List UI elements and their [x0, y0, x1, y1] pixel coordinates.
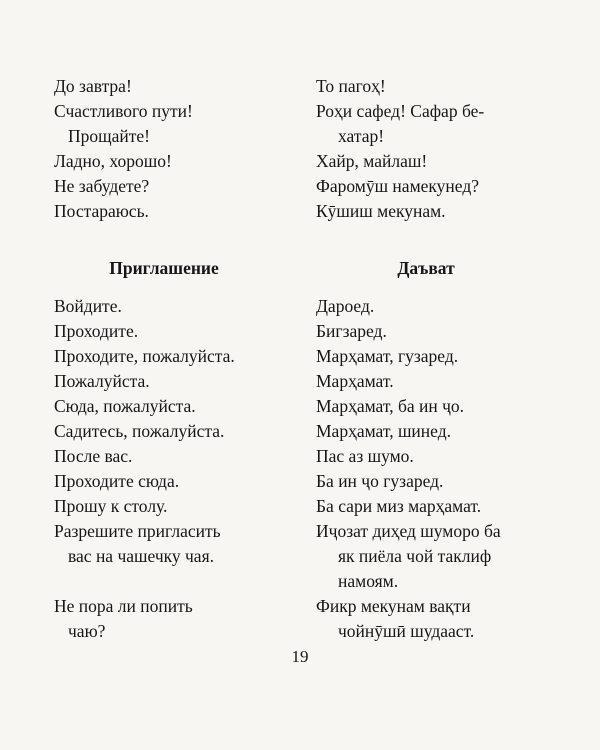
- ru-invitation-line: Разрешите пригласить: [54, 521, 221, 541]
- ru-invitation-line: Проходите, пожалуйста.: [54, 346, 235, 366]
- ru-farewell-line: Ладно, хорошо!: [54, 151, 172, 171]
- tj-invitation-line: Дароед.: [316, 296, 375, 316]
- tj-farewell-line: хатар!: [338, 126, 385, 146]
- tj-invitation-line: Иҷозат диҳед шуморо ба: [316, 521, 501, 541]
- tj-invitation-line: Фикр мекунам вақти: [316, 596, 471, 616]
- ru-invitation-line: Прошу к столу.: [54, 496, 168, 516]
- ru-invitation-line: Сюда, пожалуйста.: [54, 396, 196, 416]
- ru-invitation-line: Проходите.: [54, 321, 139, 341]
- tj-section-heading: Даъват: [397, 258, 455, 278]
- ru-farewell-line: До завтра!: [54, 76, 132, 96]
- ru-invitation-line: Не пора ли попить: [54, 596, 193, 616]
- tj-farewell-line: То пагоҳ!: [316, 76, 386, 96]
- ru-section-heading: Приглашение: [109, 258, 219, 278]
- tj-invitation-line: Марҳамат, ба ин ҷо.: [316, 396, 465, 416]
- tj-invitation-line: як пиёла чой таклиф: [338, 546, 492, 566]
- page-number: 19: [291, 647, 309, 666]
- ru-farewell-line: Не забудете?: [54, 176, 150, 196]
- ru-invitation-line: Войдите.: [54, 296, 122, 316]
- ru-invitation-line: Пожалуйста.: [54, 371, 150, 391]
- ru-farewell-line: Постараюсь.: [54, 201, 149, 221]
- tj-invitation-line: Марҳамат, гузаред.: [316, 346, 459, 366]
- tj-farewell-line: Роҳи сафед! Сафар бе-: [316, 101, 485, 121]
- tj-farewell-line: Хайр, майлаш!: [316, 151, 428, 171]
- tj-invitation-line: Бигзаред.: [316, 321, 387, 341]
- ru-invitation-line: Проходите сюда.: [54, 471, 180, 491]
- tj-invitation-line: Ба сари миз марҳамат.: [316, 496, 482, 516]
- tj-invitation-line: Пас аз шумо.: [316, 446, 414, 466]
- ru-farewell-line: Прощайте!: [68, 126, 150, 146]
- tj-invitation-line: намоям.: [338, 571, 399, 591]
- tj-invitation-line: чойнӯшӣ шудааст.: [338, 621, 475, 641]
- tj-farewell-line: Кӯшиш мекунам.: [316, 201, 446, 221]
- tj-invitation-line: Марҳамат, шинед.: [316, 421, 451, 441]
- ru-invitation-line: Садитесь, пожалуйста.: [54, 421, 225, 441]
- tj-farewell-line: Фаромӯш намекунед?: [316, 176, 479, 196]
- tj-invitation-line: Марҳамат.: [316, 371, 394, 391]
- ru-invitation-line: После вас.: [54, 446, 133, 466]
- ru-invitation-line: вас на чашечку чая.: [68, 546, 214, 566]
- ru-farewell-line: Счастливого пути!: [54, 101, 193, 121]
- tj-invitation-line: Ба ин ҷо гузаред.: [316, 471, 444, 491]
- ru-invitation-line: чаю?: [68, 621, 106, 641]
